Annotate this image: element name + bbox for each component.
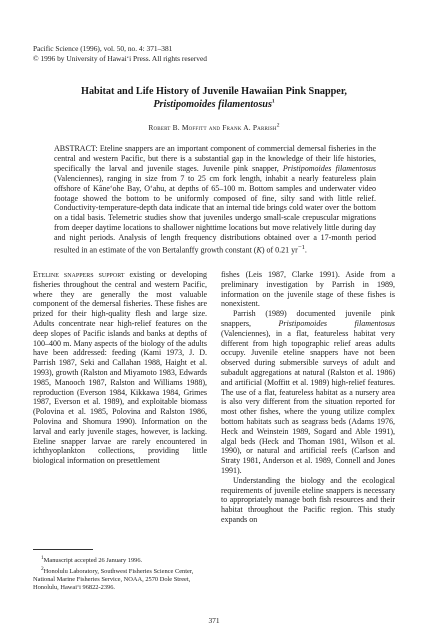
title-line-2 [0, 98, 428, 111]
right-paragraph-3: Understanding the biology and the ecological requirements of juvenile eteline snappers is necessary to appropriately manage both fish resources and their habitat throughout the Pacific region. This study expands on [221, 475, 395, 524]
intro-text: existing or developing fisheries throughout the central and western Pacific, where they are generally the most valuable component of the demersal fisheries. These fishes are prized for their high-quality flesh and large size. Adults concentrate near high-relief features on the deep slopes of Pacific islands and banks at depths of 100–400 m. Many aspects of the biology of the adults have been addressed: feeding (Kami 1973, J. D. Parrish 1987, Seki and Callahan 1988, Haight et al. 1993), growth (Ralston and Miyamoto 1983, Edwards 1985, Manooch 1987, Ralston and Williams 1988), reproduction (Everson 1984, Kikkawa 1984, Grimes 1987, Everson et al. 1989), and exploitable biomass (Polovina et al. 1985, Polovina and Ralston 1986, Polovina and Shomura 1990). Information on the larval and early juvenile stages, however, is lacking. Eteline snapper larvae are rarely encountered in ichthyoplankton collections, providing little biological information on presettlement [33, 270, 208, 466]
abstract-label: ABSTRACT: [54, 144, 98, 153]
footnote-1-marker: 1 [41, 555, 44, 561]
right-p2-text-b: (Valenciennes), in a flat, featureless habitat very different from high topographic relief areas adults occupy. Juvenile eteline snappers have not been observed during submersible surveys of adult and subadult aggregations at natural (Ralston et al. 1986) and artificial (Moffitt et al. 1989) high-relief features. The use of a flat, featureless habitat as a nursery area is also very different from the situation reported for most other fishes, where the young utilize complex bottom habitats such as seagrass beds (Adams 1976, Heck and Weinstein 1989, Sogard and Able 1991), algal beds (Heck and Thoman 1981, Wilson et al. 1990), or natural and artificial reefs (Carlson and Straty 1981, Anderson et al. 1989, Connell and Jones 1991). [221, 328, 395, 475]
author-2: Frank A. Parrish [222, 123, 277, 132]
author-line [0, 123, 428, 132]
footnote-1-text: Manuscript accepted 26 January 1996. [43, 557, 143, 565]
author-1: Robert B. Moffitt [148, 123, 207, 132]
abstract-text-1: Eteline snappers are an important component of commercial demersal fisheries in the central and western Pacific, but there is a substantial gap in the knowledge of their life histories, specifically the larval and juvenile stages. Juvenile pink snapper, [54, 144, 376, 173]
abstract-k-symbol: K [256, 245, 262, 255]
footnote-rule [33, 549, 93, 550]
citation-line: Pacific Science (1996), vol. 50, no. 4: 371–381 [33, 44, 173, 53]
right-p2-species: Pristipomoides filamentosus [278, 318, 395, 328]
abstract-text-2: (Valenciennes), ranging in size from 7 to 25 cm fork length, inhabit a nearly featureless plain offshore of Kāne‘ohe Bay, O‘ahu, at depths of 65–100 m. Bottom samples and underwater video footage showed the bottom to be uniformly composed of fine, silty sand with little relief. Conductivity-temperature-depth data indicate that an internal tide brings cold water over the bottom on a tidal basis. Telemetric studies show that juveniles undergo small-scale crepuscular migrations from deeper daytime locations to shallower nighttime locations but move relatively little during day and night periods. Analysis of length frequency distributions obtained over a 17-month period resulted in an estimate of the von Bertalanffy growth constant ( [54, 173, 376, 255]
page-number: 371 [208, 616, 220, 625]
author-footnote-marker: 2 [276, 122, 280, 129]
abstract-end: . [304, 245, 307, 255]
author-joiner: and [206, 123, 223, 132]
intro-paragraph [33, 270, 207, 466]
footnote-2 [33, 565, 207, 592]
abstract [54, 144, 376, 256]
footnotes [33, 554, 207, 592]
right-paragraph-1: fishes (Leis 1987, Clarke 1991). Aside from a preliminary investigation by Parrish in 1989, information on the juvenile stage of these fishes is nonexistent. [221, 270, 395, 309]
right-paragraph-2 [221, 309, 395, 476]
abstract-exponent: −1 [297, 244, 305, 252]
abstract-species: Pristipomoides filamentosus [282, 163, 377, 173]
title-species: Pristipomoides filamentosus [153, 99, 272, 110]
intro-lead-in: Eteline snappers support [33, 270, 125, 279]
footnote-2-text: Honolulu Laboratory, Southwest Fisheries Science Center, National Marine Fisheries Service, NOAA, 2570 Dole Street, Honolulu, Hawai‘i 96822-2396. [33, 568, 194, 592]
copyright-line: © 1996 by University of Hawai‘i Press. All rights reserved [33, 54, 207, 63]
title-footnote-marker: 1 [271, 98, 275, 105]
abstract-text-3: ) of 0.21 yr [261, 245, 298, 255]
body-column-right [221, 270, 395, 525]
body-column-left [33, 270, 207, 466]
footnote-1 [33, 554, 207, 565]
article-title [0, 85, 428, 111]
journal-header [33, 44, 207, 64]
right-p2-text-a: Parrish (1989) documented juvenile pink snappers, [221, 309, 395, 328]
title-line-1: Habitat and Life History of Juvenile Hawaiian Pink Snapper, [81, 86, 347, 97]
footnote-2-marker: 2 [41, 566, 44, 573]
